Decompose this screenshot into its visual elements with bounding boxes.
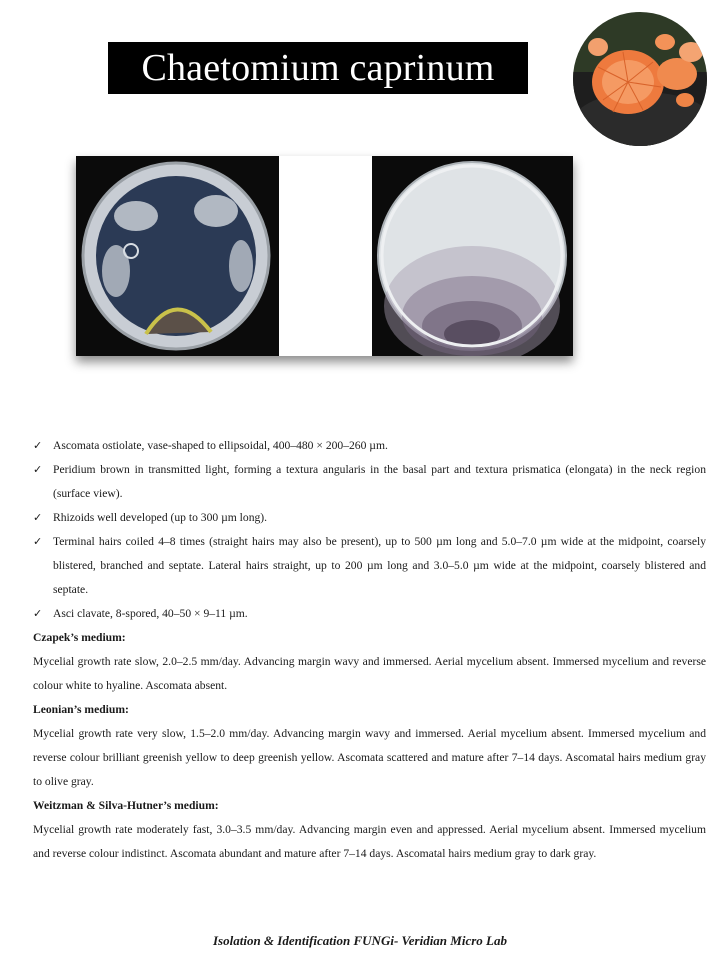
list-item: ✓ Asci clavate, 8-spored, 40–50 × 9–11 µm.: [33, 602, 706, 626]
list-item: ✓ Peridium brown in transmitted light, forming a textura angularis in the basal part and textura prismatica (elongata) in the neck region (surface view).: [33, 458, 706, 506]
culture-photos: [76, 156, 573, 356]
plate-left-photo: [76, 156, 279, 356]
list-item: ✓ Ascomata ostiolate, vase-shaped to ellipsoidal, 400–480 × 200–260 µm.: [33, 434, 706, 458]
page-footer: Isolation & Identification FUNGi- Veridian Micro Lab: [213, 933, 507, 948]
section-text-weitzman: Mycelial growth rate moderately fast, 3.0–3.5 mm/day. Advancing margin even and appressed. Aerial mycelium absent. Immersed mycelium and reverse colour indistinct. Ascomata abundant and mature after 7–14 days. Ascomatal hairs medium gray to dark gray.: [33, 823, 706, 860]
section-text-leonian: Mycelial growth rate very slow, 1.5–2.0 mm/day. Advancing margin wavy and immersed. Aerial mycelium absent. Immersed mycelium and reverse colour brilliant greenish yellow to deep greenish yellow. Ascomata scattered and mature after 7–14 days. Ascomatal hairs medium gray to olive gray.: [33, 727, 706, 788]
checkmark-icon: ✓: [33, 439, 43, 452]
mushroom-logo-icon: [573, 12, 707, 146]
list-item: ✓ Rhizoids well developed (up to 300 µm long).: [33, 506, 706, 530]
plate-right-photo: [372, 156, 573, 356]
section-heading-leonian: Leonian’s medium:: [33, 703, 129, 716]
page-title: Chaetomium caprinum: [108, 42, 528, 94]
description: [33, 434, 706, 866]
checkmark-icon: ✓: [33, 535, 43, 548]
checkmark-icon: ✓: [33, 511, 43, 524]
section-text-czapek: Mycelial growth rate slow, 2.0–2.5 mm/day. Advancing margin wavy and immersed. Aerial mycelium absent. Immersed mycelium and reverse colour white to hyaline. Ascomata absent.: [33, 655, 706, 692]
checkmark-icon: ✓: [33, 463, 43, 476]
list-item: ✓ Terminal hairs coiled 4–8 times (straight hairs may also be present), up to 500 µm long and 5.0–7.0 µm wide at the midpoint, coarsely blistered, branched and septate. Lateral hairs straight, up to 200 µm long and 3.0–5.0 µm wide at the midpoint, coarsely blistered and septate.: [33, 530, 706, 602]
section-heading-weitzman: Weitzman & Silva-Hutner’s medium:: [33, 799, 219, 812]
checkmark-icon: ✓: [33, 607, 43, 620]
section-heading-czapek: Czapek’s medium:: [33, 631, 126, 644]
characteristics-list: [33, 434, 706, 626]
